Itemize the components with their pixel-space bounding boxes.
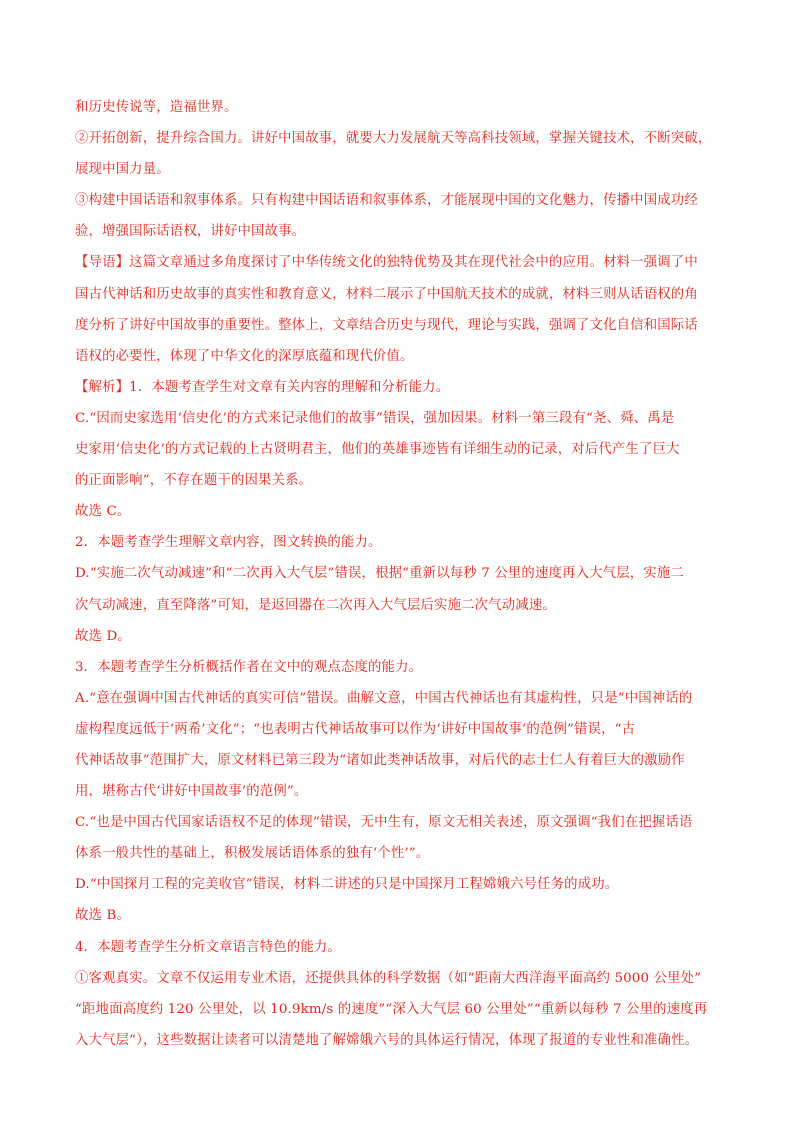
text-line: 和历史传说等，造福世界。 [75, 100, 238, 115]
text-line: ③构建中国话语和叙事体系。只有构建中国话语和叙事体系，才能展现中国的文化魅力，传播中国成功经 [75, 193, 698, 209]
question-heading-line: 4．本题考查学生分析文章语言特色的能力。 [75, 939, 341, 955]
text-line: D.“实施二次气动减速”和“二次再入大气层”错误，根据“重新以每秒 7 公里的速度再入大气层，实施二 [75, 566, 684, 582]
text-line: 体系一般共性的基础上，积极发展话语体系的独有‘个性’”。 [75, 846, 430, 862]
text-line: C.“也是中国古代国家话语权不足的体现”错误，无中生有，原文无相关表述，原文强调“我们在把握话语 [75, 815, 693, 831]
text-line: D.“中国探月工程的完美收官”错误，材料二讲述的只是中国探月工程嫦娥六号任务的成功。 [75, 877, 619, 893]
text-line: C.“因而史家选用‘信史化’的方式来记录他们的故事”错误，强加因果。材料一第三段有“尧、舜、禹是 [75, 410, 675, 426]
text-line: ②开拓创新，提升综合国力。讲好中国故事，就要大力发展航天等高科技领域，掌握关键技术，不断突破， [75, 131, 712, 147]
text-line: 语权的必要性，体现了中华文化的深厚底蕴和现代价值。 [75, 348, 414, 364]
guide-heading-line: 【导语】这篇文章通过多角度探讨了中华传统文化的独特优势及其在现代社会中的应用。材料一强调了中 [75, 255, 698, 271]
analysis-heading-line: 【解析】1．本题考查学生对文章有关内容的理解和分析能力。 [75, 379, 450, 395]
question-heading-line: 2．本题考查学生理解文章内容，图文转换的能力。 [75, 535, 382, 551]
text-line: 入大气层”），这些数据让读者可以清楚地了解嫦娥六号的具体运行情况，体现了报道的专业性和准确性。 [75, 1032, 699, 1048]
text-line: ①客观真实。文章不仅运用专业术语，还提供具体的科学数据（如“距南大西洋海平面高约 5000 公里处” [75, 970, 702, 986]
text-line: 虚构程度远低于‘两希’文化”；“也表明古代神话故事可以作为‘讲好中国故事’的范例”错误，“古 [75, 721, 636, 737]
answer-choice-line: 故选 D。 [75, 628, 131, 644]
text-line: 度分析了讲好中国故事的重要性。整体上，文章结合历史与现代，理论与实践，强调了文化自信和国际话 [75, 317, 698, 333]
answer-choice-line: 故选 C。 [75, 504, 131, 520]
question-heading-line: 3．本题考查学生分析概括作者在文中的观点态度的能力。 [75, 659, 423, 675]
answer-analysis-text [75, 92, 727, 1056]
text-line: “距地面高度约 120 公里处，以 10.9km/s 的速度”“深入大气层 60 公里处”“重新以每秒 7 公里的速度再 [75, 1001, 708, 1017]
text-line: A.“意在强调中国古代神话的真实可信”错误。曲解文意，中国古代神话也有其虚构性，只是“中国神话的 [75, 690, 693, 706]
text-line: 用，堪称古代‘讲好中国故事’的范例”。 [75, 784, 308, 800]
text-line: 的正面影响”，不存在题干的因果关系。 [75, 473, 313, 489]
text-line: 展现中国力量。 [75, 162, 170, 178]
answer-choice-line: 故选 B。 [75, 908, 131, 924]
text-line: 次气动减速，直至降落”可知，是返回器在二次再入大气层后实施二次气动减速。 [75, 597, 556, 613]
text-line: 国古代神话和历史故事的真实性和教育意义，材料二展示了中国航天技术的成就，材料三则从话语权的角 [75, 286, 698, 302]
text-line: 史家用‘信史化’的方式记载的上古贤明君主，他们的英雄事迹皆有详细生动的记录，对后代产生了巨大 [75, 442, 680, 458]
text-line: 代神话故事”范围扩大，原文材料已第三段为“诸如此类神话故事，对后代的志士仁人有着巨大的激励作 [75, 752, 685, 768]
text-line: 验，增强国际话语权，讲好中国故事。 [75, 224, 306, 240]
